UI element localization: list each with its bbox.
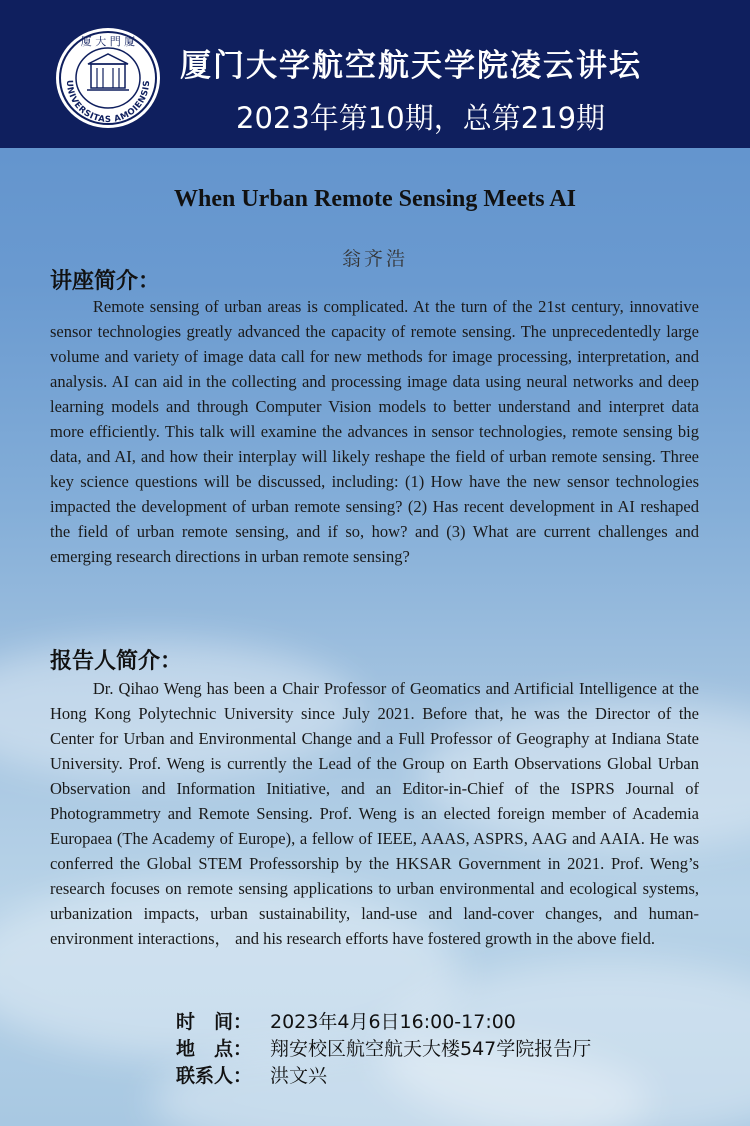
place-row (176, 1034, 591, 1061)
bio-heading: 报告人简介： (50, 649, 183, 674)
university-seal-logo (53, 26, 163, 130)
contact-value: 洪文兴 (270, 1065, 328, 1087)
issue-number: 2023年第10期，总第219期 (236, 101, 606, 135)
lecture-series-title: 厦门大学航空航天学院凌云讲坛 (180, 48, 642, 84)
header-banner (0, 0, 750, 148)
place-label: 地 点： (176, 1038, 253, 1060)
contact-row (176, 1061, 327, 1088)
bio-text: Dr. Qihao Weng has been a Chair Professor of Geomatics and Artificial Intelligence at the Hong Kong Polytechnic University since July 2021. Before that, he was the Director of the Center for Urban and Environmental Change and a Full Professor of Geography at Indiana State University. Prof. Weng is currently the Lead of the Group on Earth Observations Global Urban Observation and Information Initiative, and an Editor-in-Chief of the ISPRS Journal of Photogrammetry and Remote Sensing. Prof. Weng is an elected foreign member of Academia Europaea (The Academy of Europe), a fellow of IEEE, AAAS, ASPRS, AAG and AAIA. He was conferred the Global STEM Professorship by the HKSAR Government in 2021. Prof. Weng’s research focuses on remote sensing applications to urban environmental and ecological systems, urbanization impacts, urban sustainability, land-use and land-cover changes, and human-environment interactions， and his research efforts have fostered growth in the above field. (50, 679, 699, 948)
contact-label: 联系人： (176, 1065, 253, 1087)
talk-title: When Urban Remote Sensing Meets AI (174, 186, 576, 212)
time-row (176, 1007, 516, 1034)
svg-text:UNIVERSITAS AMOIENSIS: UNIVERSITAS AMOIENSIS (63, 79, 153, 126)
time-label: 时 间： (176, 1011, 253, 1033)
abstract-heading: 讲座简介： (50, 269, 161, 294)
place-value: 翔安校区航空航天大楼547学院报告厅 (270, 1038, 592, 1060)
svg-text:厦 大 門 廈: 厦 大 門 廈 (80, 35, 136, 48)
speaker-name: 翁齐浩 (341, 248, 408, 270)
abstract-text: Remote sensing of urban areas is complicated. At the turn of the 21st century, innovative sensor technologies greatly advanced the capacity of remote sensing. The unprecedentedly large volume and variety of image data call for new methods for image processing, interpretation, and analysis. AI can aid in the collecting and processing image data using neural networks and deep learning models and through Computer Vision models to better understand and interpret data more efficiently. This talk will examine the advances in sensor technologies, remote sensing big data, and AI, and how their interplay will likely reshape the field of urban remote sensing. Three key science questions will be discussed, including: (1) How have the new sensor technologies impacted the development of urban remote sensing? (2) Has recent development in AI reshaped the field of urban remote sensing, and if so, how? and (3) What are current challenges and emerging research directions in urban remote sensing? (50, 297, 699, 566)
time-value: 2023年4月6日16:00-17:00 (270, 1011, 516, 1033)
